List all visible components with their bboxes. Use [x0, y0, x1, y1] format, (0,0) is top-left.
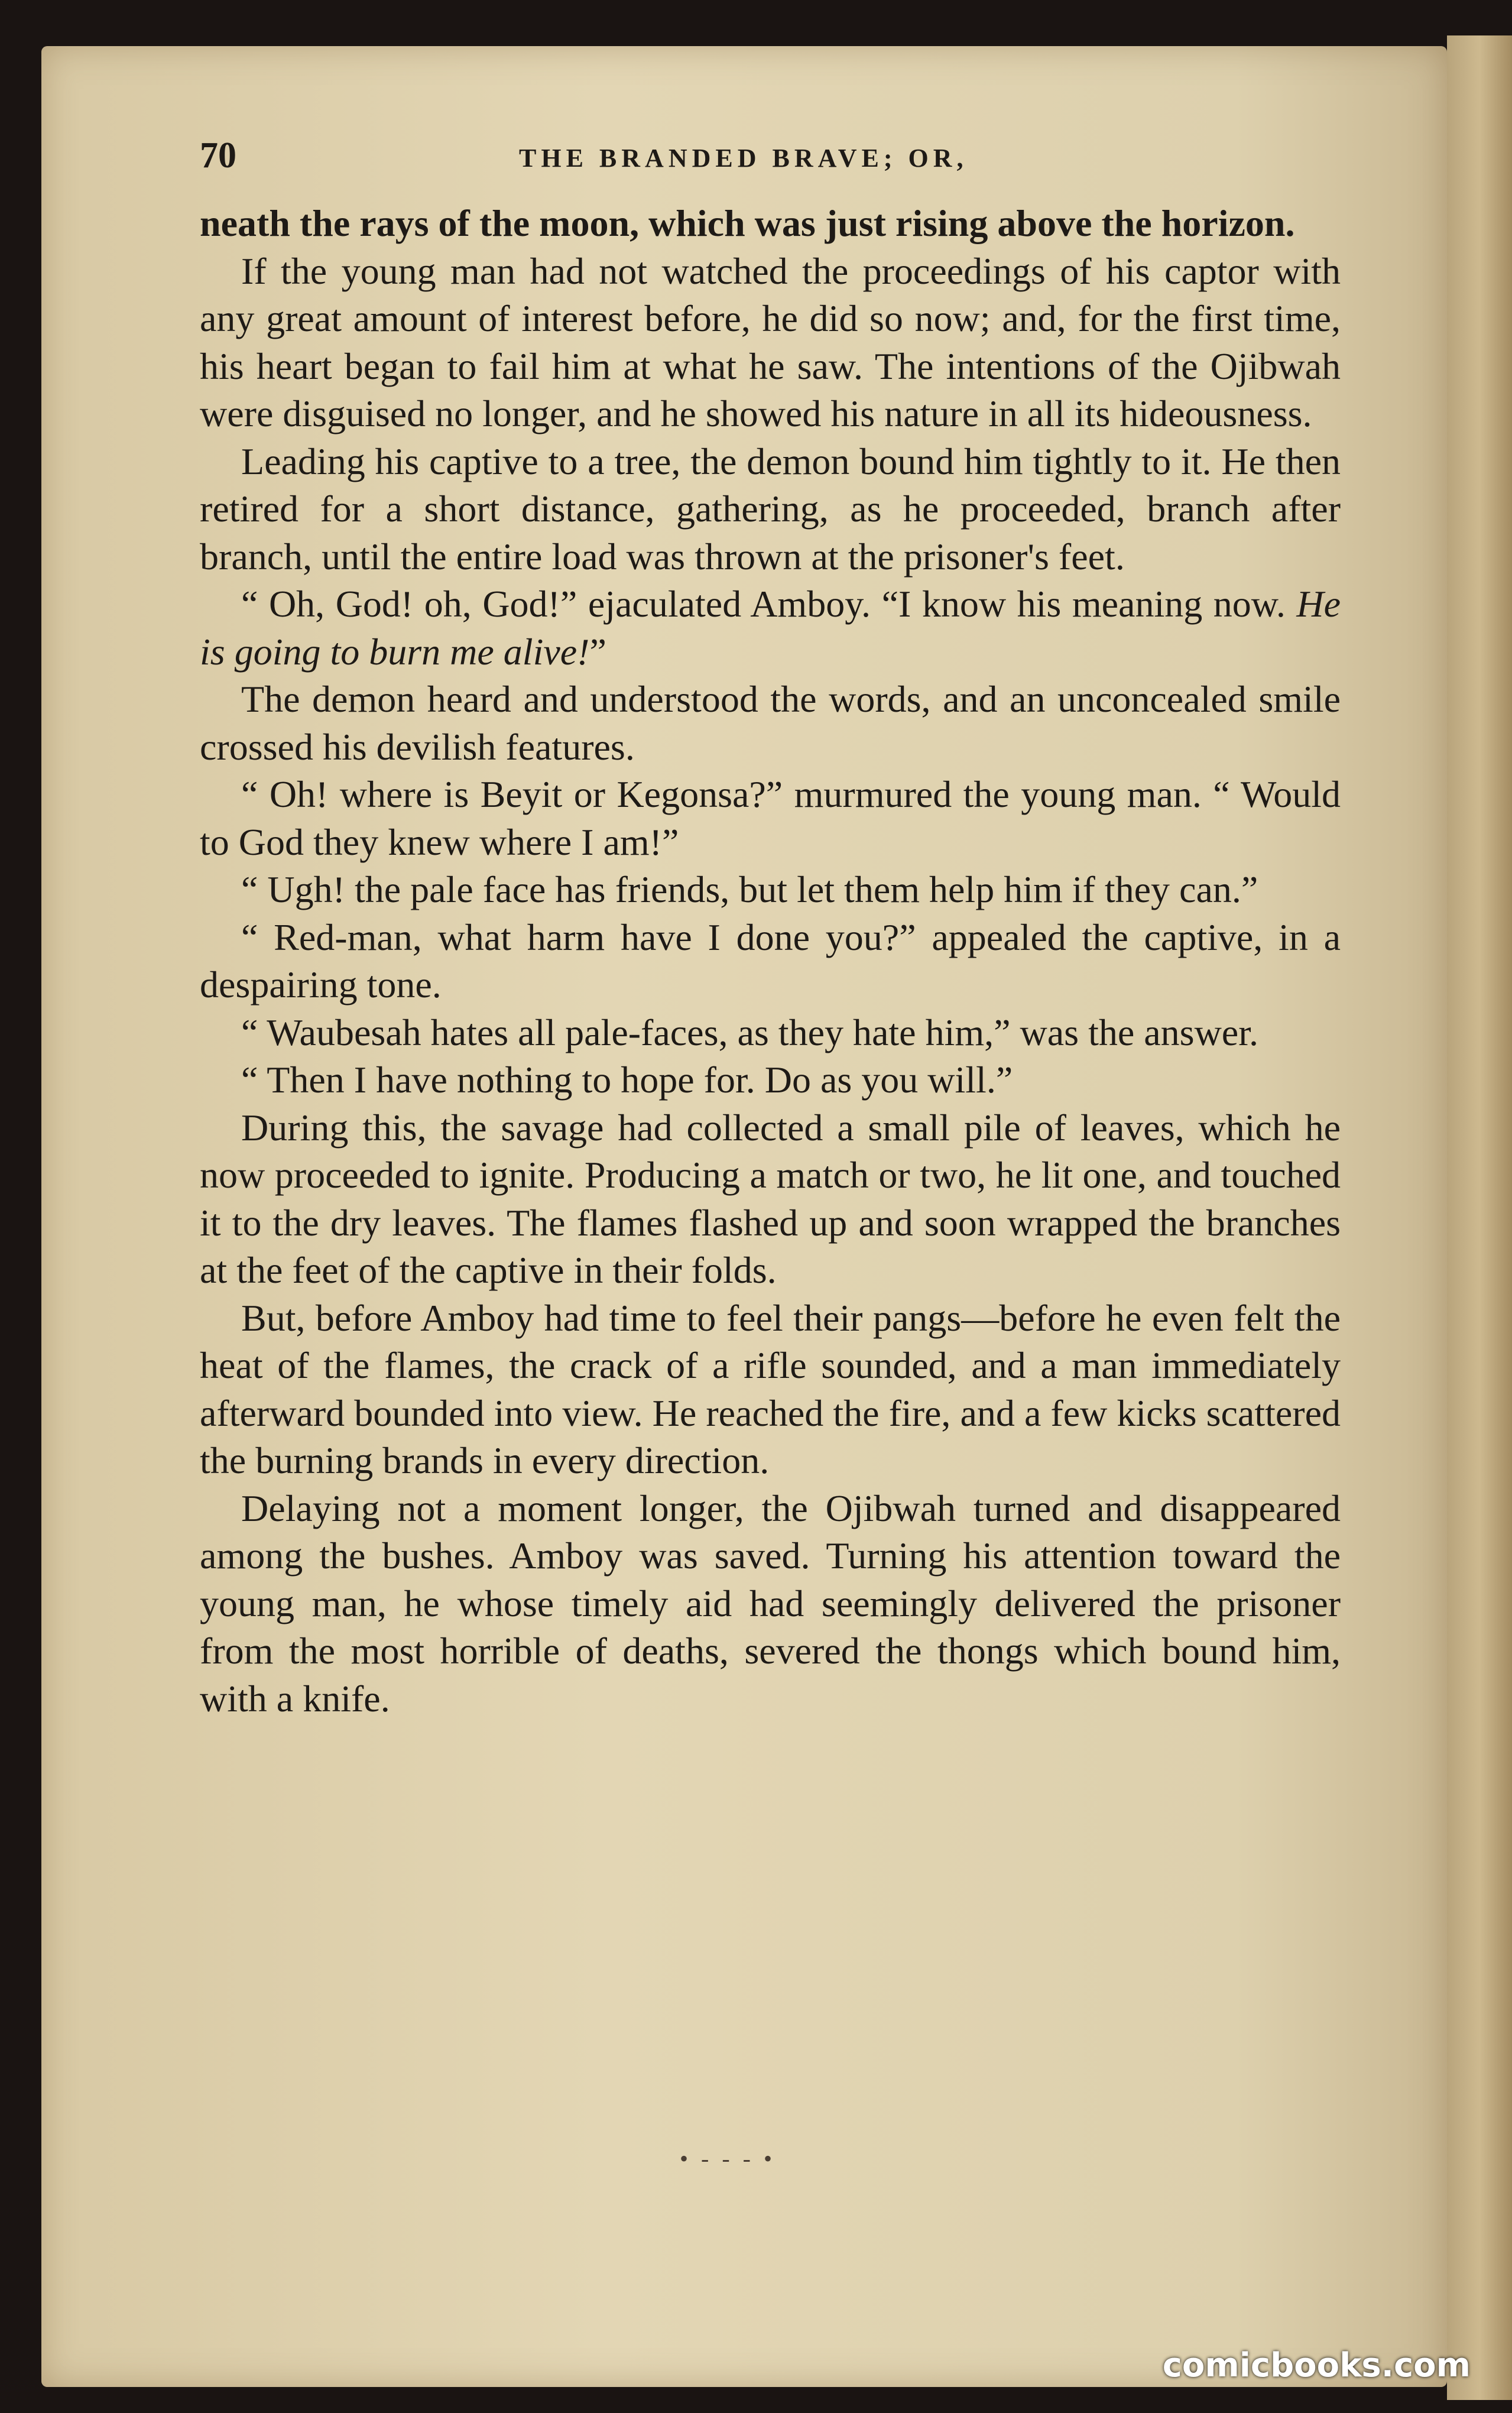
paragraph-6: “ Oh! where is Beyit or Kegonsa?” murmured the young man. “ Would to God they knew where I am!”	[200, 773, 1341, 863]
paragraph-4-text: “ Oh, God! oh, God!” ejaculated Amboy. “I know his meaning now.	[241, 583, 1297, 625]
paragraph-11: During this, the savage had collected a small pile of leaves, which he now proceeded to ignite. Producing a match or two, he lit one, and touched it to the dry leaves. The flames flashed up and soon wrapped the branches at the feet of the captive in their folds.	[200, 1106, 1341, 1291]
paragraph-7: “ Ugh! the pale face has friends, but let them help him if they can.”	[241, 868, 1258, 910]
paragraph-5: The demon heard and understood the words, and an unconcealed smile crossed his devilish features.	[200, 678, 1341, 768]
page-text-block	[200, 135, 1341, 1723]
paragraph-3: Leading his captive to a tree, the demon bound him tightly to it. He then retired for a short distance, gathering, as he proceeded, branch after branch, until the entire load was thrown at the prisoner's feet.	[200, 440, 1341, 578]
section-ornament: • - - - •	[680, 2145, 776, 2172]
book-spine-edge	[1447, 35, 1512, 2400]
paragraph-4-italic: He is going to burn me alive!	[200, 583, 1341, 673]
paragraph-8: “ Red-man, what harm have I done you?” appealed the captive, in a despairing tone.	[200, 916, 1341, 1006]
page-header	[200, 135, 1341, 200]
paragraph-9: “ Waubesah hates all pale-faces, as they hate him,” was the answer.	[241, 1011, 1258, 1053]
watermark-text: comicbooks.com	[1162, 2346, 1471, 2385]
paragraph-2: If the young man had not watched the proceedings of his captor with any great amount of interest before, he did so now; and, for the first time, his heart began to fail him at what he saw. The intentions of the Ojibwah were disguised no longer, and he showed his nature in all its hideousness.	[200, 249, 1341, 434]
paragraph-12: But, before Amboy had time to feel their pangs—before he even felt the heat of the flames, the crack of a rifle sounded, and a man immediately afterward bounded into view. He reached the fire, and a few kicks scattered the burning brands in every direction.	[200, 1296, 1341, 1481]
page-number: 70	[200, 135, 236, 176]
running-head: THE BRANDED BRAVE; OR,	[519, 144, 968, 173]
paragraph-1: neath the rays of the moon, which was just rising above the horizon.	[200, 202, 1295, 244]
paragraph-4	[200, 580, 1341, 676]
paragraph-10: “ Then I have nothing to hope for. Do as you will.”	[241, 1059, 1013, 1101]
paragraph-4-close: ”	[589, 630, 606, 673]
paragraph-13: Delaying not a moment longer, the Ojibwah turned and disappeared among the bushes. Amboy was saved. Turning his attention toward the young man, he whose timely aid had seemingly delivered the prisoner from the most horrible of deaths, severed the thongs which bound him, with a knife.	[200, 1487, 1341, 1720]
